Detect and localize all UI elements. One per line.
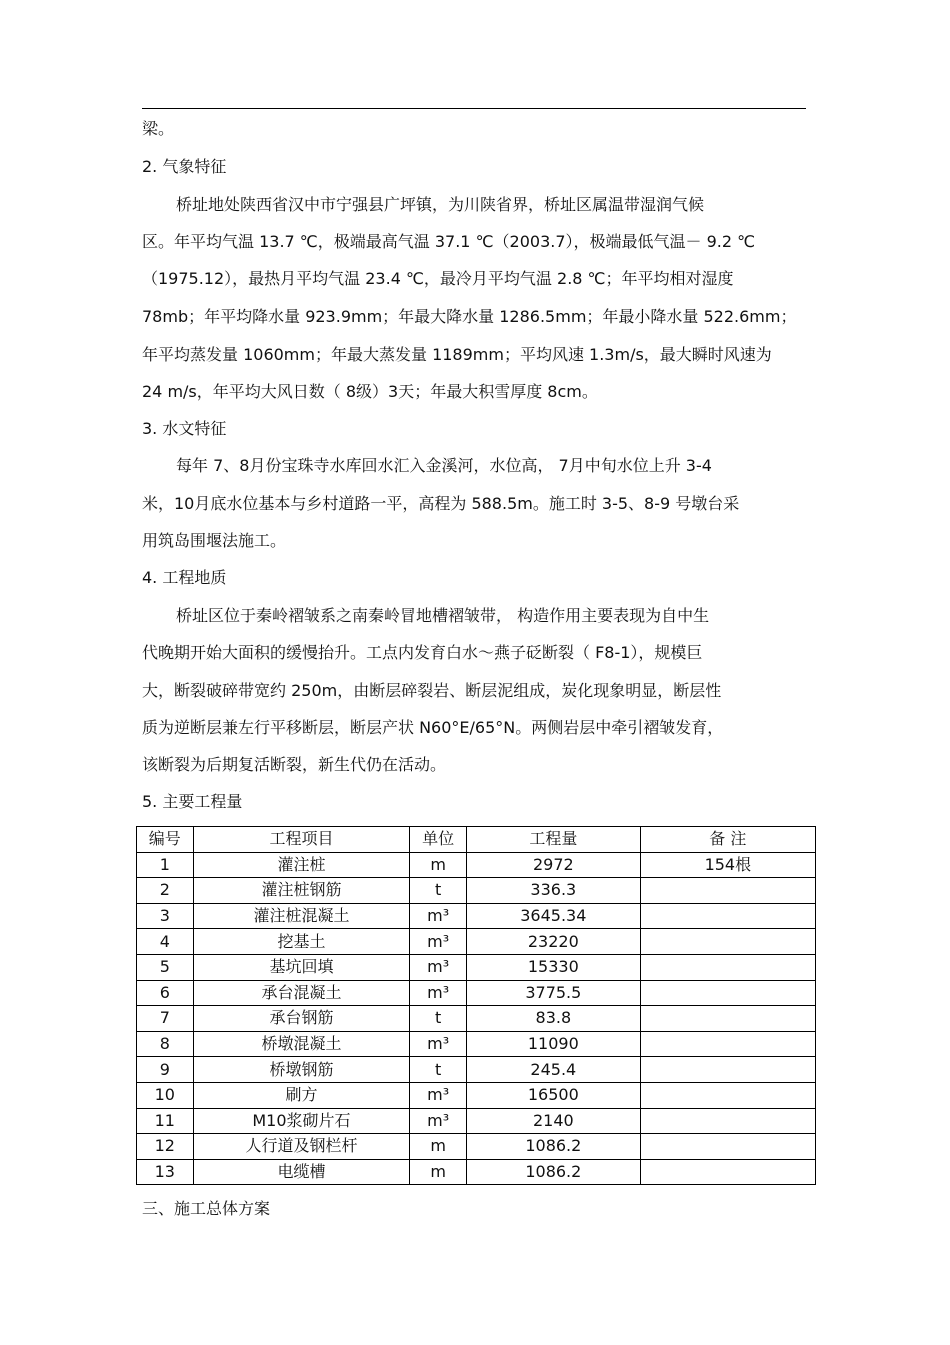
section-heading-geology: 4. 工程地质 <box>142 568 227 587</box>
cell-quantity: 3775.5 <box>466 980 640 1006</box>
text-line: 78mb；年平均降水量 923.9mm；年最大降水量 1286.5mm；年最小降水量 522.6mm； <box>142 307 797 326</box>
table-row <box>137 1159 816 1185</box>
cell-quantity: 245.4 <box>466 1057 640 1083</box>
cell-remark <box>640 1082 815 1108</box>
cell-number: 13 <box>137 1159 194 1185</box>
table-header-row <box>137 827 816 853</box>
cell-remark <box>640 1134 815 1160</box>
cell-quantity: 15330 <box>466 954 640 980</box>
table-row <box>137 1134 816 1160</box>
cell-unit: t <box>410 1006 467 1032</box>
header-quantity: 工程量 <box>466 827 640 853</box>
cell-number: 12 <box>137 1134 194 1160</box>
table-row <box>137 980 816 1006</box>
cell-item: 灌注桩混凝土 <box>193 903 410 929</box>
cell-quantity: 1086.2 <box>466 1134 640 1160</box>
cell-number: 6 <box>137 980 194 1006</box>
cell-unit: m³ <box>410 1108 467 1134</box>
cell-number: 1 <box>137 852 194 878</box>
text-line: 代晚期开始大面积的缓慢抬升。工点内发育白水～燕子砭断裂（ F8-1），规模巨 <box>142 643 703 662</box>
cell-remark: 154根 <box>640 852 815 878</box>
cell-number: 5 <box>137 954 194 980</box>
text-line: 24 m/s，年平均大风日数（ 8级）3天；年最大积雪厚度 8cm。 <box>142 382 598 401</box>
cell-unit: m³ <box>410 980 467 1006</box>
cell-unit: m <box>410 852 467 878</box>
cell-number: 8 <box>137 1031 194 1057</box>
cell-item: M10浆砌片石 <box>193 1108 410 1134</box>
cell-number: 3 <box>137 903 194 929</box>
table-row <box>137 1031 816 1057</box>
cell-number: 4 <box>137 929 194 955</box>
section-heading-quantities: 5. 主要工程量 <box>142 792 243 811</box>
cell-unit: m <box>410 1134 467 1160</box>
header-number: 编号 <box>137 827 194 853</box>
cell-remark <box>640 929 815 955</box>
cell-item: 承台混凝土 <box>193 980 410 1006</box>
quantities-table <box>136 826 816 1185</box>
text-line: 桥址区位于秦岭褶皱系之南秦岭冒地槽褶皱带， 构造作用主要表现为自中生 <box>176 606 710 625</box>
section-heading-construction-plan: 三、施工总体方案 <box>142 1199 271 1218</box>
cell-number: 7 <box>137 1006 194 1032</box>
cell-unit: t <box>410 878 467 904</box>
text-line: （1975.12），最热月平均气温 23.4 ℃，最冷月平均气温 2.8 ℃；年平均相对湿度 <box>142 269 734 288</box>
cell-item: 人行道及钢栏杆 <box>193 1134 410 1160</box>
table-row <box>137 1057 816 1083</box>
cell-quantity: 3645.34 <box>466 903 640 929</box>
cell-item: 刷方 <box>193 1082 410 1108</box>
cell-unit: m³ <box>410 1031 467 1057</box>
cell-quantity: 1086.2 <box>466 1159 640 1185</box>
cell-remark <box>640 1159 815 1185</box>
table-row <box>137 929 816 955</box>
cell-remark <box>640 878 815 904</box>
cell-number: 9 <box>137 1057 194 1083</box>
text-line: 米，10月底水位基本与乡村道路一平，高程为 588.5m。施工时 3-5、8-9 号墩台采 <box>142 494 740 513</box>
cell-quantity: 83.8 <box>466 1006 640 1032</box>
text-line: 每年 7、8月份宝珠寺水库回水汇入金溪河，水位高， 7月中旬水位上升 3-4 <box>176 456 712 475</box>
cell-quantity: 23220 <box>466 929 640 955</box>
cell-item: 挖基土 <box>193 929 410 955</box>
section-heading-climate: 2. 气象特征 <box>142 157 227 176</box>
table-row <box>137 954 816 980</box>
cell-number: 2 <box>137 878 194 904</box>
text-line: 用筑岛围堰法施工。 <box>142 531 287 550</box>
table-row <box>137 903 816 929</box>
cell-unit: m³ <box>410 954 467 980</box>
cell-item: 承台钢筋 <box>193 1006 410 1032</box>
text-line: 梁。 <box>142 119 175 138</box>
table-row <box>137 1108 816 1134</box>
header-unit: 单位 <box>410 827 467 853</box>
header-rule <box>142 108 806 109</box>
header-item: 工程项目 <box>193 827 410 853</box>
cell-unit: m <box>410 1159 467 1185</box>
cell-quantity: 2972 <box>466 852 640 878</box>
cell-unit: m³ <box>410 1082 467 1108</box>
cell-item: 基坑回填 <box>193 954 410 980</box>
cell-remark <box>640 1006 815 1032</box>
section-heading-hydrology: 3. 水文特征 <box>142 419 227 438</box>
text-line: 该断裂为后期复活断裂，新生代仍在活动。 <box>142 755 447 774</box>
cell-remark <box>640 1108 815 1134</box>
cell-number: 10 <box>137 1082 194 1108</box>
text-line: 桥址地处陕西省汉中市宁强县广坪镇，为川陕省界，桥址区属温带湿润气候 <box>176 195 705 214</box>
cell-remark <box>640 980 815 1006</box>
cell-remark <box>640 1031 815 1057</box>
text-line: 年平均蒸发量 1060mm；年最大蒸发量 1189mm；平均风速 1.3m/s，最大瞬时风速为 <box>142 345 772 364</box>
cell-quantity: 336.3 <box>466 878 640 904</box>
cell-item: 电缆槽 <box>193 1159 410 1185</box>
cell-number: 11 <box>137 1108 194 1134</box>
text-line: 区。年平均气温 13.7 ℃，极端最高气温 37.1 ℃（2003.7），极端最低气温－ 9.2 ℃ <box>142 232 756 251</box>
cell-unit: m³ <box>410 903 467 929</box>
cell-remark <box>640 903 815 929</box>
cell-remark <box>640 954 815 980</box>
cell-unit: m³ <box>410 929 467 955</box>
cell-remark <box>640 1057 815 1083</box>
table-row <box>137 1082 816 1108</box>
cell-quantity: 16500 <box>466 1082 640 1108</box>
cell-item: 灌注桩 <box>193 852 410 878</box>
cell-item: 桥墩钢筋 <box>193 1057 410 1083</box>
table-row <box>137 878 816 904</box>
cell-unit: t <box>410 1057 467 1083</box>
text-line: 质为逆断层兼左行平移断层，断层产状 N60°E/65°N。两侧岩层中牵引褶皱发育， <box>142 718 724 737</box>
table-row <box>137 1006 816 1032</box>
header-remark: 备 注 <box>640 827 815 853</box>
cell-quantity: 2140 <box>466 1108 640 1134</box>
cell-quantity: 11090 <box>466 1031 640 1057</box>
text-line: 大，断裂破碎带宽约 250m，由断层碎裂岩、断层泥组成，炭化现象明显，断层性 <box>142 681 722 700</box>
cell-item: 桥墩混凝土 <box>193 1031 410 1057</box>
cell-item: 灌注桩钢筋 <box>193 878 410 904</box>
table-row <box>137 852 816 878</box>
